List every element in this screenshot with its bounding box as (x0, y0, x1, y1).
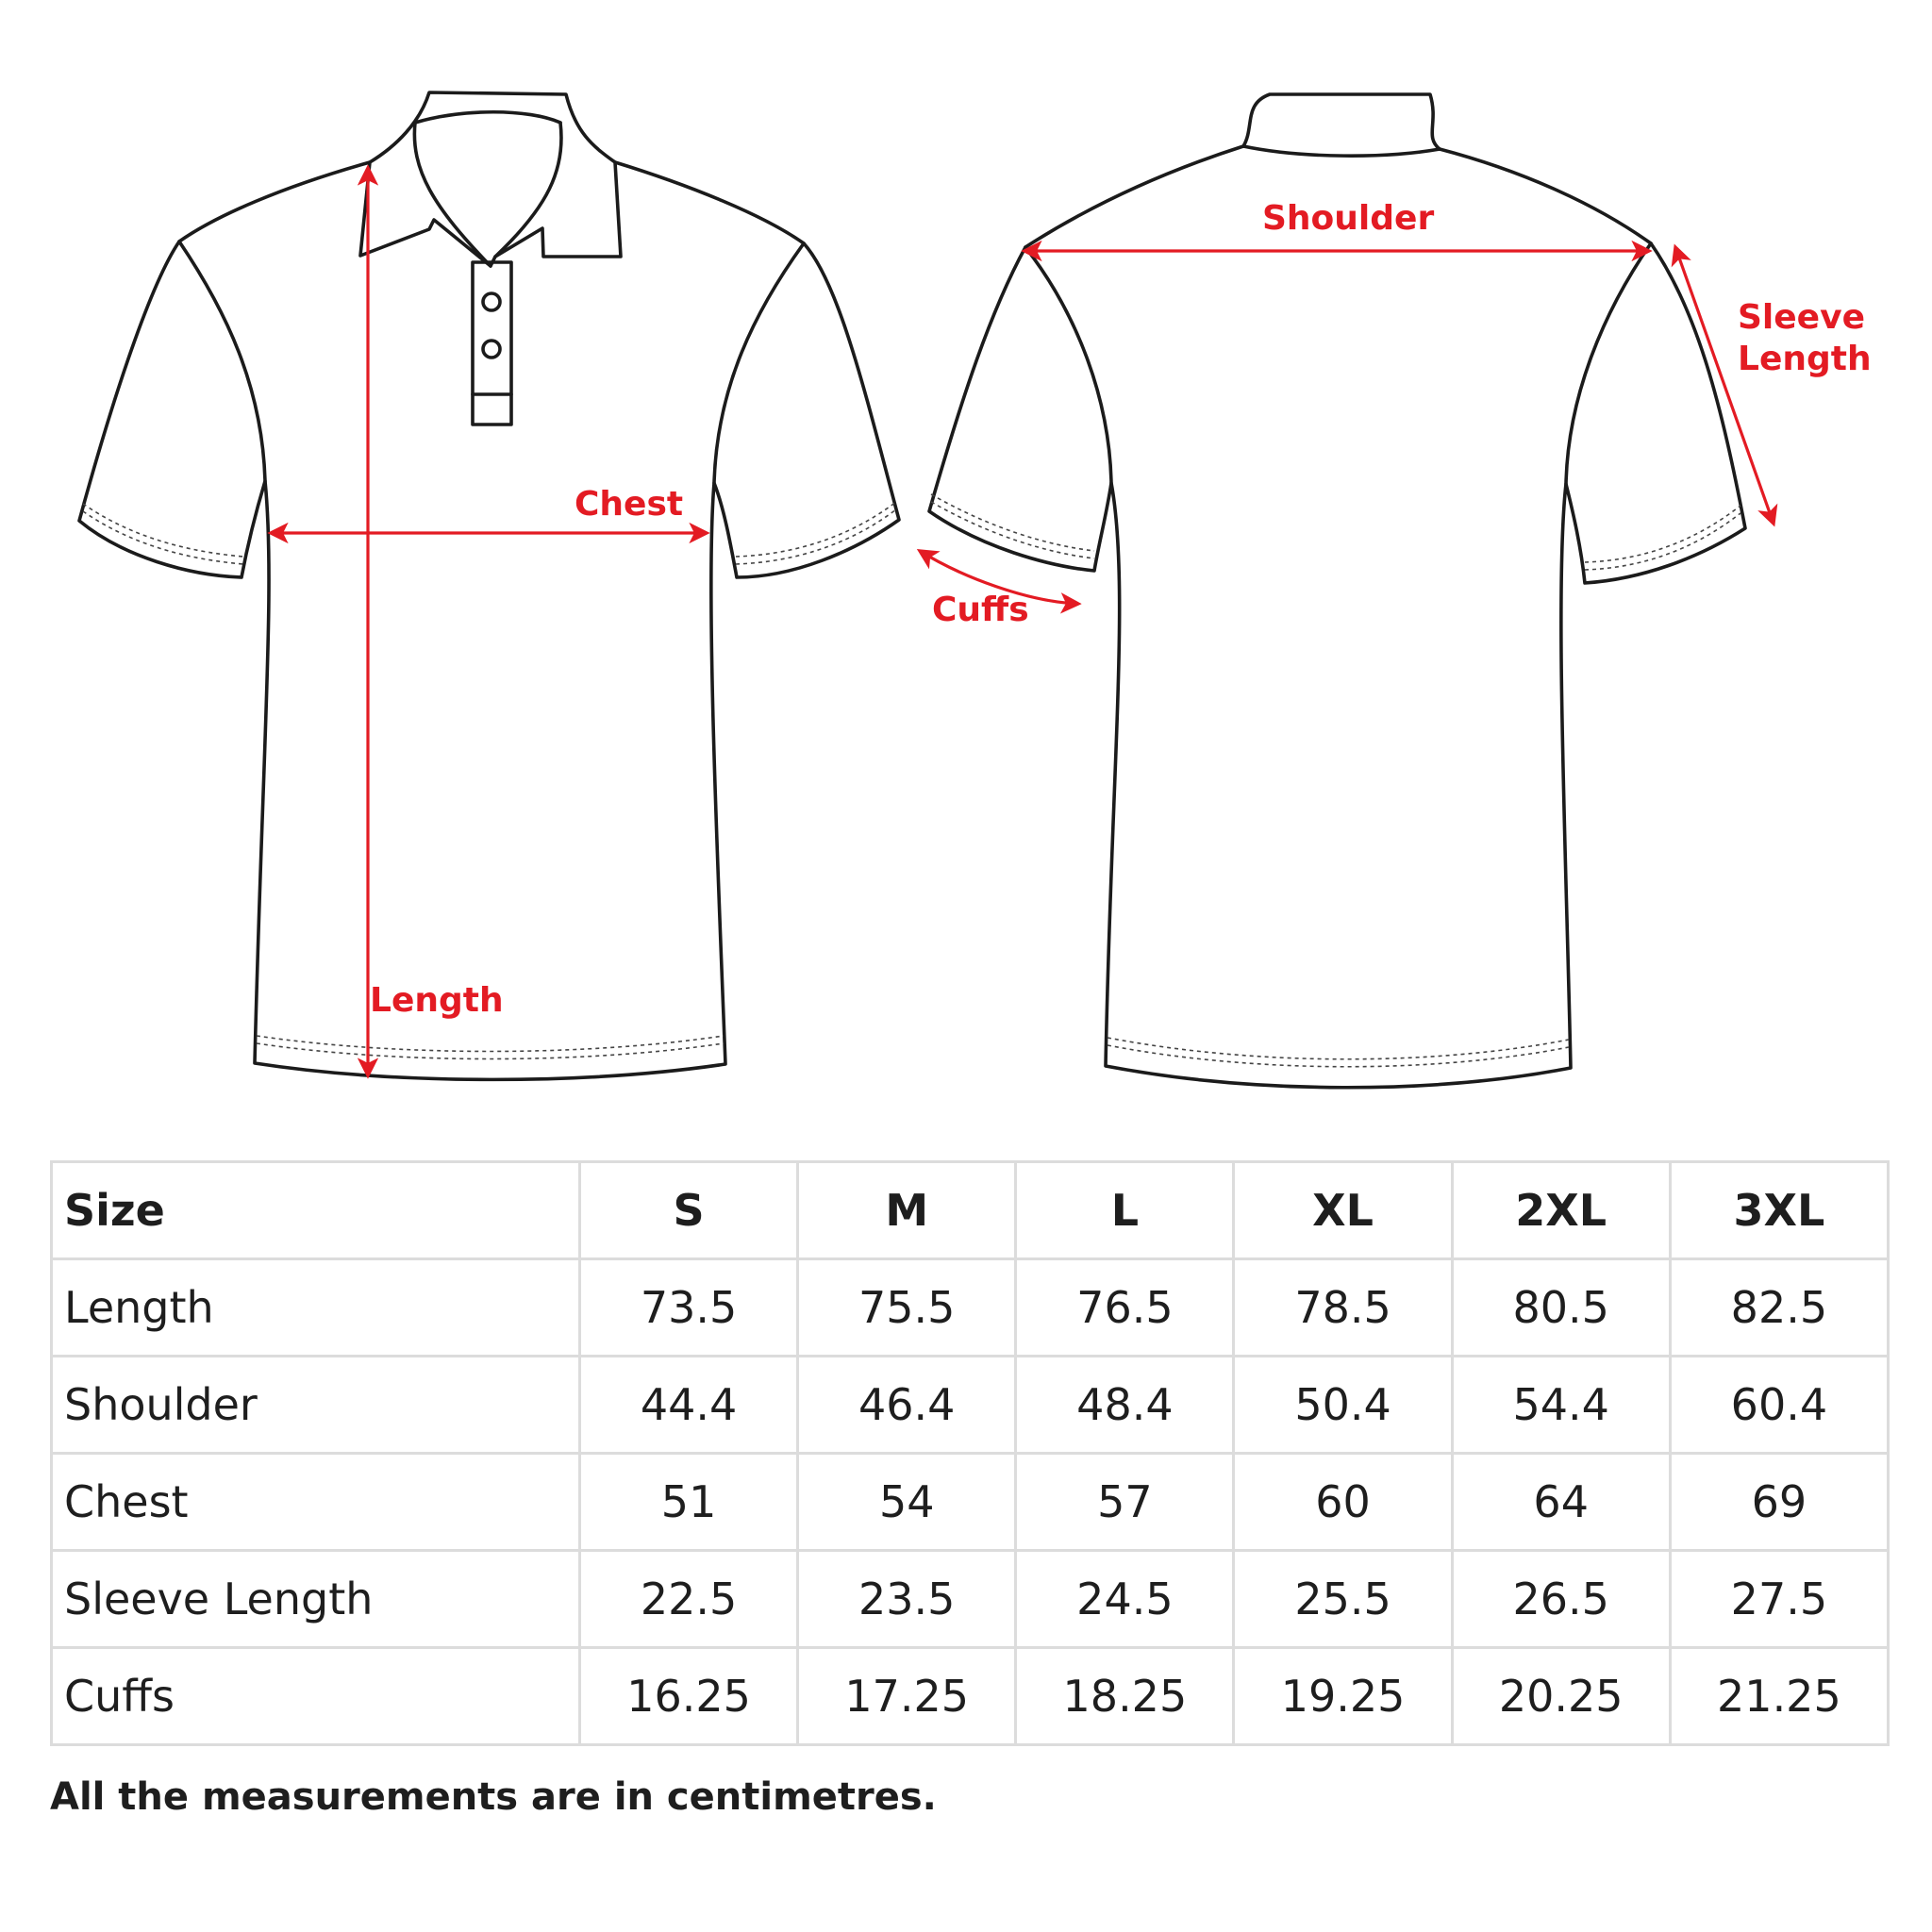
table-cell: 20.25 (1452, 1648, 1670, 1745)
size-col-xl: XL (1234, 1162, 1452, 1259)
sleeve-length-arrow (1675, 247, 1774, 524)
size-col-s: S (580, 1162, 798, 1259)
size-col-3xl: 3XL (1670, 1162, 1888, 1259)
table-cell: 17.25 (798, 1648, 1016, 1745)
table-cell: 60.4 (1670, 1357, 1888, 1454)
table-cell: 24.5 (1016, 1551, 1234, 1648)
table-cell: 23.5 (798, 1551, 1016, 1648)
table-row (52, 1648, 1889, 1745)
chest-label: Chest (575, 485, 684, 524)
table-cell: 82.5 (1670, 1259, 1888, 1357)
table-header-row (52, 1162, 1889, 1259)
sleeve-label-line1: Sleeve (1738, 298, 1865, 337)
sleeve-label-line2: Length (1738, 340, 1872, 378)
table-cell: 60 (1234, 1454, 1452, 1551)
table-cell: 19.25 (1234, 1648, 1452, 1745)
size-col-2xl: 2XL (1452, 1162, 1670, 1259)
table-cell: 25.5 (1234, 1551, 1452, 1648)
row-label: Chest (52, 1454, 580, 1551)
table-cell: 44.4 (580, 1357, 798, 1454)
table-row (52, 1357, 1889, 1454)
cuffs-label: Cuffs (932, 591, 1029, 629)
table-cell: 22.5 (580, 1551, 798, 1648)
table-cell: 64 (1452, 1454, 1670, 1551)
table-cell: 80.5 (1452, 1259, 1670, 1357)
size-header: Size (52, 1162, 580, 1259)
size-chart-table (50, 1160, 1890, 1746)
row-label: Sleeve Length (52, 1551, 580, 1648)
table-row (52, 1551, 1889, 1648)
size-col-m: M (798, 1162, 1016, 1259)
length-label: Length (370, 981, 504, 1020)
table-cell: 75.5 (798, 1259, 1016, 1357)
table-cell: 27.5 (1670, 1551, 1888, 1648)
front-shirt (79, 92, 899, 1079)
table-cell: 54.4 (1452, 1357, 1670, 1454)
table-row (52, 1454, 1889, 1551)
back-shirt (929, 94, 1745, 1088)
shoulder-label: Shoulder (1262, 199, 1435, 238)
table-cell: 21.25 (1670, 1648, 1888, 1745)
table-cell: 54 (798, 1454, 1016, 1551)
table-cell: 48.4 (1016, 1357, 1234, 1454)
row-label: Shoulder (52, 1357, 580, 1454)
table-cell: 78.5 (1234, 1259, 1452, 1357)
table-cell: 16.25 (580, 1648, 798, 1745)
table-cell: 46.4 (798, 1357, 1016, 1454)
table-cell: 50.4 (1234, 1357, 1452, 1454)
row-label: Cuffs (52, 1648, 580, 1745)
size-col-l: L (1016, 1162, 1234, 1259)
row-label: Length (52, 1259, 580, 1357)
table-row (52, 1259, 1889, 1357)
table-cell: 18.25 (1016, 1648, 1234, 1745)
table-cell: 51 (580, 1454, 798, 1551)
table-cell: 73.5 (580, 1259, 798, 1357)
measurement-note: All the measurements are in centimetres. (50, 1775, 937, 1819)
table-cell: 57 (1016, 1454, 1234, 1551)
table-cell: 69 (1670, 1454, 1888, 1551)
table-cell: 26.5 (1452, 1551, 1670, 1648)
table-cell: 76.5 (1016, 1259, 1234, 1357)
